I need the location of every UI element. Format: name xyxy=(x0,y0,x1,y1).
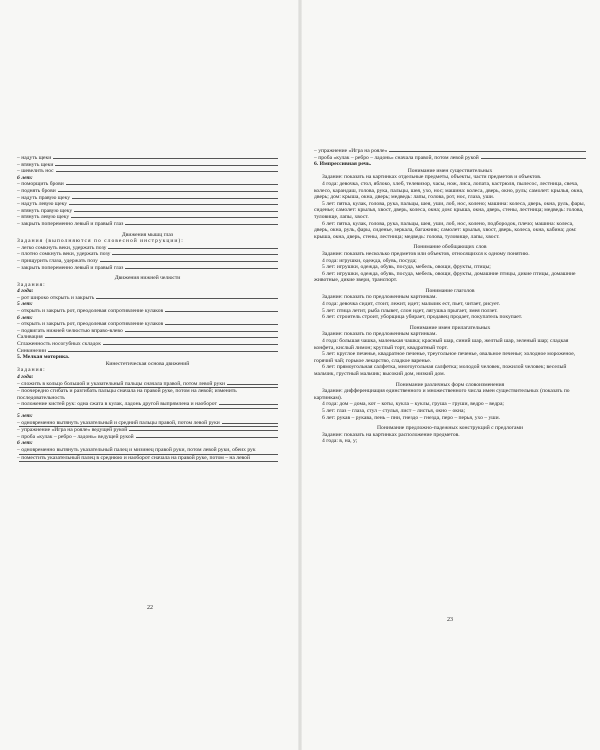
age-label: 4 года: xyxy=(17,374,34,380)
form-line: – положение кистей рук: одна сжата в кулак, ладонь другой выпрямлена и наоборот xyxy=(17,401,278,408)
age-item: 4 года: дом – дома, кот – коты, кукла – куклы, груша – груши, ведро – ведра; xyxy=(322,401,504,408)
form-line: – плотно сомкнуть веки, удержать позу xyxy=(17,251,278,258)
age-item: 4 года: девочка, стол, яблоко, хлеб, телевизор, часы, нож, лиса, лопата, кастрюля, пылесос, лестница, свеча, колесо, карандаш, голова, рука, пальцы, шея, ухо, нос; машина: колеса, дверь, окно, руль; самолет: крылья, окна, дверь; дом: крыша, окна, дверь; медведь: лапы, голова, рот, нос, глаза, уши. xyxy=(314,180,584,201)
form-line xyxy=(17,461,278,462)
age-item: 5 лет: круглое печенье, квадратное печенье, треугольное печенье, овальное печенье; холодное мороженое, горячий чай; горькое лекарство, сладкое варенье. xyxy=(314,351,576,364)
form-line: – закрыть попеременно левый и правый глаз xyxy=(17,221,278,228)
answer-line[interactable] xyxy=(100,261,278,262)
answer-line[interactable] xyxy=(58,191,278,192)
answer-line[interactable] xyxy=(136,437,278,438)
form-line: – проба «кулак – ребро – ладонь» ведущей рукой xyxy=(17,434,278,441)
section-heading: 5. Мелкая моторика. xyxy=(17,354,70,361)
subsection-heading: Понимание глаголов xyxy=(425,287,475,294)
answer-line[interactable] xyxy=(66,184,278,185)
task-text: Задание: показать на картинках расположение предметов. xyxy=(322,431,460,438)
form-line: – упражнение «Игра на рояле» xyxy=(314,148,586,155)
age-item: 4 года: игрушки, одежда, обувь, посуда; xyxy=(322,257,417,264)
answer-line[interactable] xyxy=(19,408,278,409)
task-label: Задания: xyxy=(17,281,46,288)
form-line: – надуть левую щеку xyxy=(17,201,278,208)
form-line: – открыть и закрыть рот, преодолевая сопротивление кулаков xyxy=(17,308,278,315)
form-line xyxy=(17,408,278,409)
answer-line[interactable] xyxy=(227,384,278,385)
answer-line[interactable] xyxy=(103,344,278,345)
form-line: Сглаженность носогубных складок xyxy=(17,341,278,348)
answer-line[interactable] xyxy=(108,248,278,249)
answer-line[interactable] xyxy=(48,351,278,352)
answer-line[interactable] xyxy=(222,423,278,424)
form-line: Синкинезии xyxy=(17,348,278,355)
form-line: – шевелить нос xyxy=(17,168,278,175)
form-line: – поморщить брови xyxy=(17,181,278,188)
answer-line[interactable] xyxy=(165,324,278,325)
age-item: 6 лет: рукав – рукава, пень – пни, гнездо – гнезда, перо – перья, ухо – уши. xyxy=(322,414,500,421)
subsection-heading: Понимание предложно-падежных конструкций с предлогами xyxy=(377,425,523,432)
answer-line[interactable] xyxy=(56,171,278,172)
age-item: 5 лет: игрушки, одежда, обувь, посуда, мебель, овощи, фрукты, птицы; xyxy=(322,264,491,271)
answer-line[interactable] xyxy=(125,268,278,269)
form-line: – одновременно вытянуть указательный и средний пальцы правой, потом левой руки xyxy=(17,420,278,427)
subsection-heading: Понимание имен существительных xyxy=(407,167,493,174)
answer-line[interactable] xyxy=(72,198,278,199)
form-line: – проба «кулак – ребро – ладонь» сначала правой, потом левой рукой xyxy=(314,155,586,162)
subsection-heading: Понимание различных форм словоизменения xyxy=(395,381,505,388)
age-label: 5 лет: xyxy=(17,301,33,308)
task-label: Задания: xyxy=(17,367,46,374)
form-line: – поднять брови xyxy=(17,188,278,195)
subsection-heading: Кинестетическая основа движений xyxy=(105,360,190,367)
answer-line[interactable] xyxy=(45,337,278,338)
answer-line[interactable] xyxy=(19,461,278,462)
age-item: 6 лет: пятка, кулак, голова, рука, пальцы, шея, уши, лоб, нос, колено, подбородок, плечо; машина: колеса, дверь, окна, руль, фары, сиденье, зеркала, багажник; самолет: крылья, хвост, дверь, колеса, окна, кабина; дом: крыша, окна, дверь, стены, лестница; медведь: голова, туловище, лапы, хвост. xyxy=(314,220,577,240)
form-line: – легко сомкнуть веки, удержать позу xyxy=(17,245,278,252)
task-text: Задание: показать по предложенным картинкам. xyxy=(322,331,437,338)
form-line: – открыть и закрыть рот, преодолевая сопротивление кулаков xyxy=(17,321,278,328)
page-number: 22 xyxy=(147,604,153,611)
age-label: 6 лет: xyxy=(17,174,33,181)
task-text: Задание: показать на картинках отдельные предметы, объекты, части предметов и объектов. xyxy=(322,174,542,181)
age-item: 5 лет: глаз – глаза, стул – стулья, лист – листья, окно – окна; xyxy=(322,407,466,414)
age-item: 4 года: в, на, у; xyxy=(322,438,358,445)
answer-line[interactable] xyxy=(125,224,278,225)
answer-line[interactable] xyxy=(53,158,278,159)
section-heading: Движения нижней челюсти xyxy=(114,275,181,282)
age-item: 5 лет: пятка, кулак, голова, рука, пальцы, шея, уши, лоб, нос, колено; машина: колеса, дверь, окна, руль, фары, сиденье; самолет: крылья, хвост, дверь, колеса, окна; дом: крыша, окна, дверь, стены, лестница; медведь: голова, туловище, лапы, хвост. xyxy=(314,200,586,220)
age-label: 5 лет: xyxy=(17,412,33,419)
task-text: – поочередно сгибать и разгибать пальцы сначала на правой руке, потом на левой; изменить последовательность xyxy=(17,388,237,401)
page-number: 23 xyxy=(447,616,453,623)
form-line: – надуть правую щеку xyxy=(17,195,278,202)
age-label: 4 года: xyxy=(17,288,34,295)
answer-line[interactable] xyxy=(389,151,586,152)
answer-line[interactable] xyxy=(129,430,278,431)
age-item: 6 лет: строитель строит, уборщица убирает, продавец продает, покупатель покупает. xyxy=(322,314,523,321)
form-line: Саливация xyxy=(17,334,278,341)
form-line: – надуть щеки xyxy=(17,155,278,162)
answer-line[interactable] xyxy=(219,404,278,405)
task-label: Задания (выполняются по словесной инструкции): xyxy=(17,238,184,245)
task-text: Задание: показать несколько предметов или объектов, относящихся к одному понятию. xyxy=(322,250,530,257)
answer-line[interactable] xyxy=(125,331,278,332)
form-line: – упражнение «Игра на рояле» ведущей рукой xyxy=(17,427,278,434)
task-text: – поместить указательный палец в среднюю и наоборот сначала на правой руке, потом – на левой xyxy=(17,454,250,461)
age-label: 6 лет: xyxy=(17,440,33,447)
answer-line[interactable] xyxy=(69,204,278,205)
task-text: Задание: дифференциация единственного и множественного числа имен существительных (показать по картинкам). xyxy=(314,388,570,401)
answer-line[interactable] xyxy=(112,254,278,255)
answer-line[interactable] xyxy=(74,211,278,212)
age-item: 6 лет: игрушки, одежда, обувь, посуда, мебель, овощи, фрукты, домашние птицы, дикие птицы, домашние животные, дикие звери, транспорт. xyxy=(314,270,576,284)
age-item: 6 лет: прямоугольная салфетка, многоугольная салфетка; молодой человек, пожилой человек; веселый мальчик, грустный мальчик; высокий дом, низкий дом. xyxy=(314,364,567,377)
subsection-heading: Понимание имен прилагательных xyxy=(409,324,491,331)
form-line: – втянуть левую щеку xyxy=(17,214,278,221)
age-item: 4 года: девочка сидит, стоит, лежит, идет; мальчик ест, пьет, читает, рисует. xyxy=(322,301,501,308)
answer-line[interactable] xyxy=(96,298,278,299)
answer-line[interactable] xyxy=(481,158,586,159)
task-text: – одновременно вытянуть указательный палец и мизинец правой руки, потом левой руки, обеих рук xyxy=(17,446,256,453)
form-line: – прищурить глаза, удержать позу xyxy=(17,258,278,265)
age-item: 4 года: большая чашка, маленькая чашка; красный шар, синий шар, желтый шар, зеленый шар; сладкая конфета, кислый лимон; круглый торт, квадратный торт. xyxy=(314,338,569,351)
answer-line[interactable] xyxy=(71,217,278,218)
form-line: – подвигать нижней челюстью вправо-влево xyxy=(17,328,278,335)
age-label: 6 лет: xyxy=(17,314,33,321)
section-heading: 6. Импрессивная речь. xyxy=(314,161,372,168)
task-text: Задание: показать по предложенным картинкам. xyxy=(322,294,437,301)
form-line: – сложить в кольцо большой и указательный пальцы сначала правой, потом левой руки xyxy=(17,381,278,388)
answer-line[interactable] xyxy=(55,165,278,166)
form-line: – втянуть щеки xyxy=(17,162,278,169)
section-heading: Движения мышц глаз xyxy=(121,231,174,238)
age-item: 5 лет: птица летит, рыба плывет, слон идет, лягушка прыгает, змея ползет. xyxy=(322,307,498,314)
form-line: – закрыть попеременно левый и правый глаз xyxy=(17,265,278,272)
right-page xyxy=(300,0,600,750)
subsection-heading: Понимание обобщающих слов xyxy=(413,244,487,251)
form-line: – рот широко открыть и закрыть xyxy=(17,295,278,302)
answer-line[interactable] xyxy=(165,311,278,312)
form-line: – втянуть правую щеку xyxy=(17,208,278,215)
